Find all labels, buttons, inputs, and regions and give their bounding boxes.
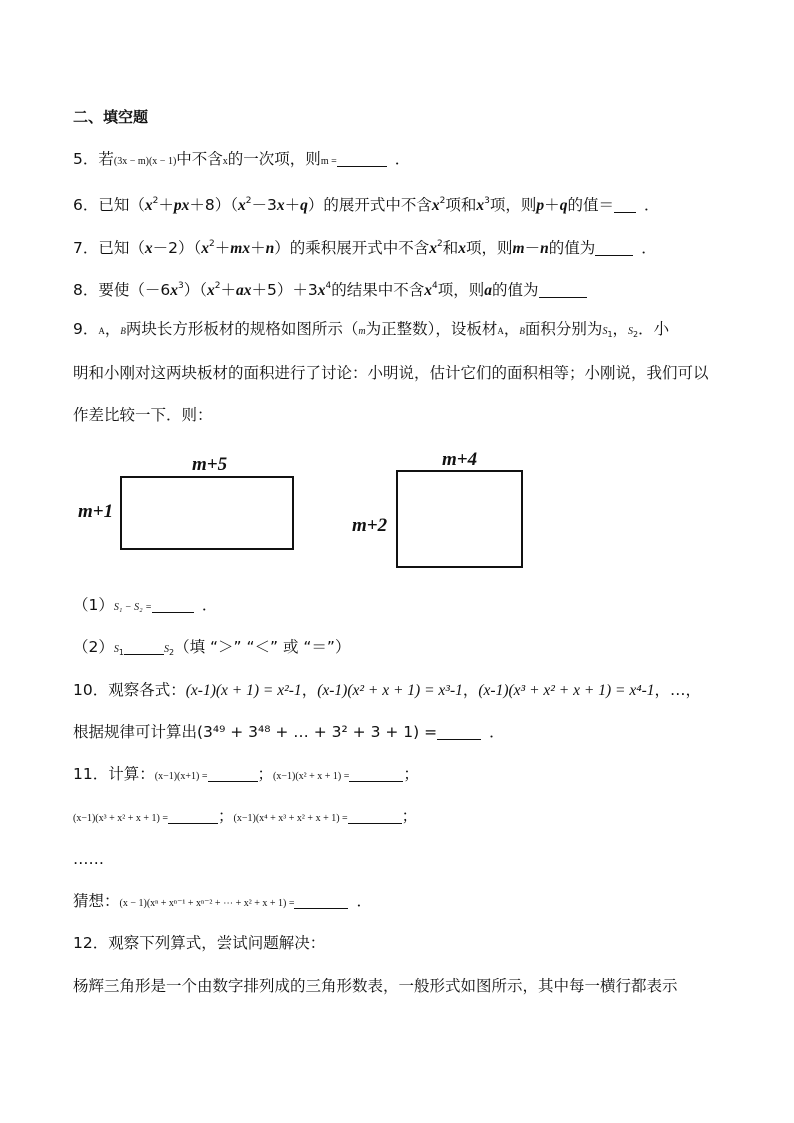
rect-b-width-label: m+4: [442, 449, 478, 470]
q9-line-3: 作差比较一下．则：: [73, 406, 213, 424]
question-10: 10．观察各式：(x-1)(x + 1) = x²-1，(x-1)(x² + x + 1) = x³-1，(x-1)(x³ + x² + x + 1) = x⁴-1，…，: [73, 681, 702, 699]
q11-guess-blank[interactable]: [294, 894, 348, 909]
q12-number: 12．: [73, 934, 109, 952]
q11-dots: ……: [73, 850, 104, 868]
q10-line-2: 根据规律可计算出(3⁴⁹ + 3⁴⁸ + … + 3² + 3 + 1) = ．: [73, 723, 505, 741]
q6-answer-blank[interactable]: [614, 198, 636, 213]
q5-expression: (3x − m)(x − 1): [113, 156, 177, 167]
q9-part-1: （1）S₁ − S₂ = ．: [73, 596, 218, 614]
q11-blank-4[interactable]: [348, 809, 402, 824]
rect-b-height-label: m+2: [352, 515, 388, 536]
q10-answer-blank[interactable]: [437, 725, 481, 740]
q11-number: 11．: [73, 765, 109, 783]
q8-answer-blank[interactable]: [539, 283, 587, 298]
q11-blank-3[interactable]: [168, 809, 218, 824]
question-5: 5．若(3x − m)(x − 1)中不含x的一次项，则m = ．: [73, 150, 411, 168]
q9-part-2: $(2)S_1$ $S_2$（填 “＞” “＜” 或 “＝”）: [73, 638, 351, 657]
q7-number: 7．: [73, 239, 99, 257]
q10-number: 10．: [73, 681, 109, 699]
question-11: 11．计算：(x−1)(x+1) = ；(x−1)(x² + x + 1) = ；: [73, 765, 419, 783]
question-6: 6．已知$(x^2+px+8)(x^2-3x+q)$的展开式中不含$x^2$项和$x^3$项，则p＋q的值＝ ．: [73, 196, 660, 214]
q9-line-2: 明和小刚对这两块板材的面积进行了讨论：小明说，估计它们的面积相等；小刚说，我们可以: [73, 364, 709, 382]
question-8: 8．要使$(-6x^3)(x^2+ax+5)+3x^4$的结果中不含$x^4$项，则a的值为: [73, 275, 587, 302]
q9-number: 9．: [73, 320, 99, 338]
section-title: 二、填空题: [73, 108, 149, 126]
q6-number: 6．: [73, 196, 99, 214]
rect-a: [120, 476, 294, 550]
question-12: 12．观察下列算式，尝试问题解决：: [73, 934, 326, 952]
q8-number: 8．: [73, 281, 99, 299]
question-9: 9．A，B两块长方形板材的规格如图所示（m为正整数），设板材A，B面积分别为$S_1$，$S_2$．小: [73, 320, 670, 339]
q9-part1-blank[interactable]: [152, 598, 194, 613]
q5-number: 5．: [73, 150, 99, 168]
q11-blank-2[interactable]: [349, 767, 403, 782]
q9-part2-blank[interactable]: [124, 640, 164, 655]
q11-blank-1[interactable]: [208, 767, 258, 782]
q7-answer-blank[interactable]: [595, 241, 633, 256]
rect-a-width-label: m+5: [192, 454, 228, 475]
q5-answer-blank[interactable]: [337, 152, 387, 167]
question-7: 7．已知$(x-2)(x^2+mx+n)$的乘积展开式中不含$x^2$和x项，则m－n的值为 ．: [73, 239, 657, 257]
q12-line-2: 杨辉三角形是一个由数字排列成的三角形数表，一般形式如图所示，其中每一横行都表示: [73, 977, 678, 995]
q11-guess: 猜想：(x − 1)(xⁿ + xⁿ⁻¹ + xⁿ⁻² + ⋯ + x² + x + 1) = ．: [73, 892, 372, 910]
q11-line-2: (x−1)(x³ + x² + x + 1) = ；(x−1)(x⁴ + x³ + x² + x + 1) = ；: [73, 807, 418, 825]
rect-b: [396, 470, 523, 568]
rect-a-height-label: m+1: [78, 501, 114, 522]
